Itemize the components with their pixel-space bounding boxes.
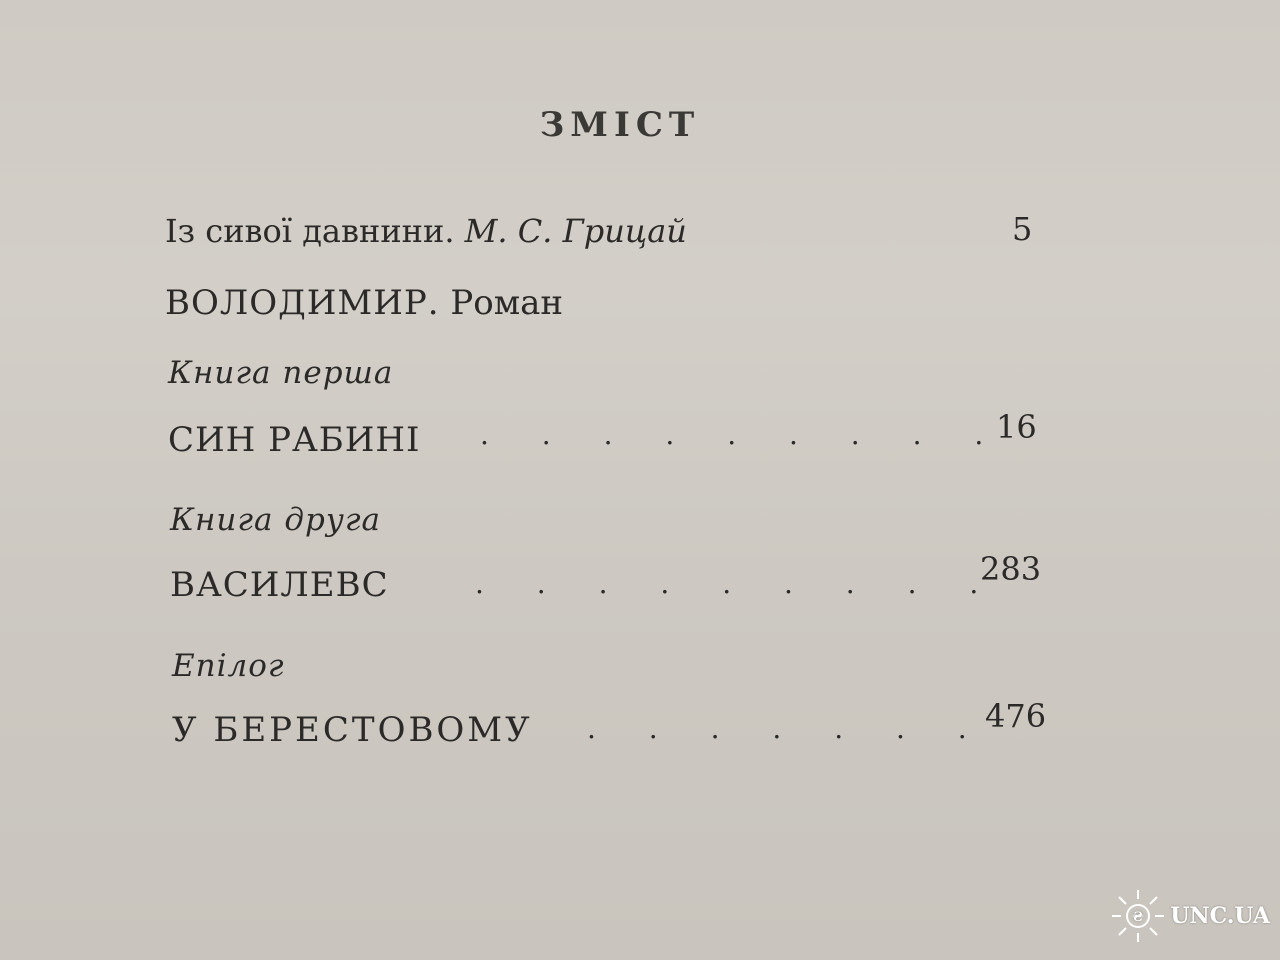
watermark [1108, 886, 1270, 946]
chapter-title-vasylevs: ВАСИЛЕВС [170, 565, 389, 605]
novel-title: ВОЛОДИМИР. [165, 283, 440, 323]
leader-dots: . . . . . . . . . [480, 418, 1006, 451]
page-number: 5 [1012, 210, 1033, 248]
toc-entry-novel [165, 283, 563, 323]
coin-logo-icon [1108, 886, 1168, 946]
book-one-label: Книга перша [168, 355, 394, 391]
svg-text:₴: ₴ [1132, 910, 1145, 925]
book-two-label: Книга друга [170, 502, 382, 538]
chapter-title-syn-rabyni: СИН РАБИНІ [168, 420, 421, 460]
page-number: 283 [980, 550, 1042, 588]
page-number: 16 [996, 408, 1037, 446]
chapter-title-u-berestovomu: У БЕРЕСТОВОМУ [172, 710, 533, 750]
novel-subtitle: Роман [450, 283, 564, 323]
page-number: 476 [985, 697, 1047, 735]
epilogue-label: Епілог [172, 648, 285, 684]
toc-entry-intro [165, 212, 687, 250]
entry-title: Із сивої давнини. [165, 212, 455, 250]
leader-dots: . . . . . . . . . [475, 567, 1001, 600]
leader-dots: . . . . . . . [587, 712, 989, 745]
entry-author: М. С. Грицай [464, 212, 687, 250]
contents-heading: ЗМІСТ [539, 105, 701, 145]
watermark-text: UNC.UA [1170, 903, 1270, 929]
